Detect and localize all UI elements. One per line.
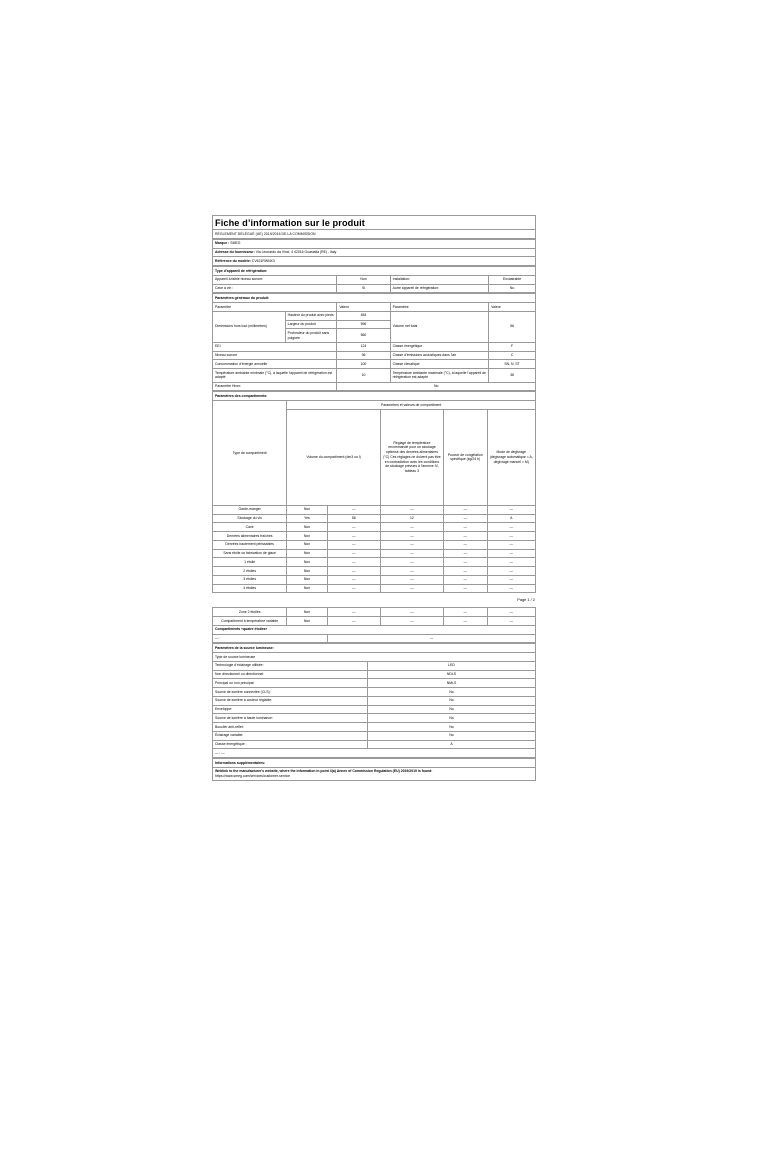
header-table <box>212 215 536 239</box>
model-cell <box>213 257 536 266</box>
compartment-temperature: 12 <box>380 514 443 523</box>
compartment-temperature: — <box>380 617 443 626</box>
four-star-section-row <box>213 625 536 634</box>
compartment-volume: — <box>327 567 380 576</box>
column-header-value-1: Valeur <box>337 303 390 312</box>
table-row <box>213 523 536 532</box>
compartment-name: Compartiment à température variable <box>213 617 287 626</box>
table-row <box>213 696 536 705</box>
compartment-name: Stockage du vin <box>213 514 287 523</box>
noise-class-value: C <box>489 351 536 360</box>
compartment-temperature: — <box>380 567 443 576</box>
compartment-present: Non <box>287 540 327 549</box>
compartment-volume-header: Volume du compartiment (dm3 ou l) <box>287 409 381 505</box>
compartment-temperature: — <box>380 549 443 558</box>
table-row <box>213 382 536 391</box>
width-label: Largeur du produit <box>285 320 337 329</box>
column-header-parameter-2: Paramètre <box>390 303 489 312</box>
compartment-freezing-capacity: — <box>443 549 487 558</box>
compartment-volume: — <box>327 558 380 567</box>
compartment-name: 3 étoiles <box>213 575 287 584</box>
weblink-row <box>213 767 536 781</box>
compartment-freezing-capacity: — <box>443 608 487 617</box>
compartments-row-group-continued <box>213 608 536 626</box>
compartments-group-header-row <box>213 401 536 410</box>
wine-cellar-value: Si <box>337 284 390 293</box>
winter-parameter-value: No <box>337 382 536 391</box>
compartment-volume: — <box>327 505 380 514</box>
compartment-volume: — <box>327 575 380 584</box>
compartment-name: Sans étoile ou fabrication de glace <box>213 549 287 558</box>
compartment-name: 1 étoile <box>213 558 287 567</box>
table-row <box>213 558 536 567</box>
light-source-label: Enveloppe: <box>213 705 368 714</box>
light-source-label: Non directionnel ou directionnel: <box>213 670 368 679</box>
compartments-section-row <box>213 392 536 401</box>
table-row <box>213 661 536 670</box>
appliance-type-table <box>212 266 536 293</box>
energy-class-label: Classe énergétique <box>390 342 489 351</box>
table-row <box>213 275 536 284</box>
light-source-footer-row <box>213 749 536 758</box>
four-star-label: — : <box>213 634 328 643</box>
light-source-value: No <box>368 705 536 714</box>
light-source-label: Classe énergétique : <box>213 740 368 749</box>
table-row <box>213 679 536 688</box>
additional-section-header: Informations supplémentaires: <box>213 759 536 768</box>
model-row <box>213 257 536 266</box>
page-title: Fiche d’information sur le produit <box>215 217 365 228</box>
compartment-present: Non <box>287 617 327 626</box>
brand-row <box>213 239 536 248</box>
compartment-freezing-capacity-header: Pouvoir de congélation spécifique (kg/24 h) <box>443 409 487 505</box>
other-appliance-label: Autre appareil de réfrigération: <box>390 284 489 293</box>
compartment-temperature: — <box>380 575 443 584</box>
compartment-defrost-mode: — <box>487 558 535 567</box>
noise-level-value: 36 <box>337 351 390 360</box>
light-source-value: A <box>368 740 536 749</box>
light-source-label: Source de lumière connectée (CLS): <box>213 688 368 697</box>
table-row <box>213 723 536 732</box>
height-value: 454 <box>337 311 390 320</box>
light-source-value: No <box>368 714 536 723</box>
compartment-name: 2 étoiles <box>213 567 287 576</box>
compartment-type-header: Type de compartiment <box>213 401 287 506</box>
dimensions-label: Dimensions hors tout (millimètres) <box>213 311 286 342</box>
compartments-section-header: Paramètres des compartiments: <box>213 392 536 401</box>
compartment-temperature: — <box>380 532 443 541</box>
table-row <box>213 342 536 351</box>
weblink-title: Weblink to the manufacturer's website, where the information in point 4(a) Annex of Commission Regulation (EU) 2019/2019 is found: <box>215 769 433 774</box>
brand-value: SMEG <box>230 241 241 246</box>
table-row <box>213 731 536 740</box>
compartment-freezing-capacity: — <box>443 617 487 626</box>
compartment-volume: — <box>327 532 380 541</box>
table-row <box>213 617 536 626</box>
supplier-value: Via Leonardo da Vinci, 4 42016 Guastalla (RE) - Italy <box>255 250 337 255</box>
compartment-defrost-mode: — <box>487 523 535 532</box>
column-header-value-2: Valeur <box>489 303 536 312</box>
light-source-value: NMLS <box>368 679 536 688</box>
compartment-volume: — <box>327 523 380 532</box>
wine-cellar-label: Cave à vin : <box>213 284 337 293</box>
table-row <box>213 540 536 549</box>
climate-class-value: SN, N, ST <box>489 360 536 369</box>
general-parameters-section-header: Paramètres généraux du produit: <box>213 294 536 303</box>
compartments-table <box>212 391 536 593</box>
light-source-subsection-row <box>213 653 536 662</box>
compartment-present: Yes <box>287 514 327 523</box>
net-volume-label: Volume net total <box>390 311 489 342</box>
compartment-volume: — <box>327 540 380 549</box>
compartment-freezing-capacity: — <box>443 584 487 593</box>
table-row <box>213 670 536 679</box>
table-row <box>213 549 536 558</box>
regulation-reference: RÈGLEMENT DÉLÉGUÉ (UE) 2019/2016 DE LA COMMISSION <box>213 230 536 239</box>
light-source-section-header: Paramètres de la source lumineuse: <box>213 644 536 653</box>
model-label: Référence du modèle: <box>215 258 251 263</box>
max-ambient-temp-label: Température ambiante maximale (°C), à laquelle l’appareil de réfrigération est adapté <box>390 369 489 383</box>
four-star-section-header: Compartiments «quatre étoiles» <box>213 625 536 634</box>
light-source-label: Source de lumière à couleur réglable: <box>213 696 368 705</box>
noise-level-label: Niveau sonore <box>213 351 337 360</box>
compartment-freezing-capacity: — <box>443 523 487 532</box>
compartment-volume: — <box>327 617 380 626</box>
compartment-defrost-mode: — <box>487 575 535 584</box>
compartments-row-group <box>213 505 536 593</box>
additional-section-row <box>213 759 536 768</box>
winter-parameter-label: Paramètre Hiver: <box>213 382 337 391</box>
table-row <box>213 688 536 697</box>
compartment-temperature: — <box>380 523 443 532</box>
table-row <box>213 608 536 617</box>
compartment-volume: 56 <box>327 514 380 523</box>
compartment-temperature-header: Réglage de température recommandé pour un stockage optimisé des denrées alimentaires (°C) Ces réglages ne doivent pas être en contradiction avec les conditions de stockage prévues à l’annexe IV, tableau 3 <box>380 409 443 505</box>
depth-label: Profondeur du produit sans poignée <box>285 329 337 343</box>
compartment-freezing-capacity: — <box>443 505 487 514</box>
eei-label: EEI <box>213 342 337 351</box>
table-row <box>213 284 536 293</box>
identification-table <box>212 239 536 266</box>
compartment-defrost-mode: — <box>487 549 535 558</box>
weblink-cell <box>213 767 536 781</box>
light-source-section-row <box>213 644 536 653</box>
product-information-sheet <box>212 215 536 781</box>
table-row <box>213 584 536 593</box>
table-row <box>213 740 536 749</box>
other-appliance-value: No <box>489 284 536 293</box>
compartment-temperature: — <box>380 540 443 549</box>
table-row <box>213 360 536 369</box>
column-header-parameter-1: Paramètre <box>213 303 337 312</box>
compartment-name: Cave <box>213 523 287 532</box>
light-source-table <box>212 643 536 758</box>
compartment-present: Non <box>287 584 327 593</box>
installation-value: Encastrable <box>489 275 536 284</box>
compartment-name: Zone 2 étoiles <box>213 608 287 617</box>
compartment-freezing-capacity: — <box>443 558 487 567</box>
appliance-type-section-row <box>213 267 536 276</box>
compartment-values-group-header: Paramètres et valeurs de compartiment <box>287 401 536 410</box>
depth-value: 560 <box>337 329 390 343</box>
net-volume-value: 56 <box>489 311 536 342</box>
table-row <box>213 532 536 541</box>
brand-cell <box>213 239 536 248</box>
compartment-freezing-capacity: — <box>443 540 487 549</box>
compartment-temperature: — <box>380 608 443 617</box>
additional-information-table <box>212 758 536 781</box>
width-value: 596 <box>337 320 390 329</box>
supplier-label: Adresse du fournisseur: <box>215 250 255 255</box>
compartment-volume: — <box>327 584 380 593</box>
light-source-value: No <box>368 731 536 740</box>
table-row <box>213 311 536 320</box>
low-noise-label: Appareil à faible niveau sonore: <box>213 275 337 284</box>
light-source-label: Source de lumière à haute luminance: <box>213 714 368 723</box>
climate-class-label: Classe climatique <box>390 360 489 369</box>
general-parameters-section-row <box>213 294 536 303</box>
compartment-present: Non <box>287 575 327 584</box>
table-row <box>213 351 536 360</box>
regulation-row <box>213 230 536 239</box>
weblink-url[interactable]: https://www.smeg.com/services/customer-service <box>215 774 291 779</box>
title-cell <box>213 216 536 230</box>
light-source-label: Technologie d’éclairage utilisée: <box>213 661 368 670</box>
table-row <box>213 505 536 514</box>
table-row <box>213 369 536 383</box>
compartment-name: Denrées alimentaires fraîches <box>213 532 287 541</box>
compartment-volume: — <box>327 549 380 558</box>
compartment-defrost-mode: — <box>487 505 535 514</box>
eei-value: 124 <box>337 342 390 351</box>
compartment-freezing-capacity: — <box>443 575 487 584</box>
low-noise-value: Non <box>337 275 390 284</box>
compartment-present: Non <box>287 608 327 617</box>
compartment-freezing-capacity: — <box>443 532 487 541</box>
compartment-name: Denrées hautement périssables <box>213 540 287 549</box>
light-source-label: Principal ou non principal: <box>213 679 368 688</box>
installation-label: Installation: <box>390 275 489 284</box>
compartment-volume: — <box>327 608 380 617</box>
appliance-type-section-header: Type d’appareil de réfrigération: <box>213 267 536 276</box>
noise-class-label: Classe d’émissions acoustiques dans l’air <box>390 351 489 360</box>
compartment-defrost-mode: — <box>487 617 535 626</box>
compartment-present: Non <box>287 523 327 532</box>
light-source-row-group <box>213 661 536 749</box>
compartment-defrost-mode-header: Mode de dégivrage (dégivrage automatique = A, dégivrage manuel = M) <box>487 409 535 505</box>
compartment-temperature: — <box>380 584 443 593</box>
annual-consumption-value: 100 <box>337 360 390 369</box>
max-ambient-temp-value: 38 <box>489 369 536 383</box>
compartment-name: Garde-manger <box>213 505 287 514</box>
table-row <box>213 567 536 576</box>
compartment-present: Non <box>287 567 327 576</box>
table-row <box>213 705 536 714</box>
light-source-value: No <box>368 688 536 697</box>
compartment-defrost-mode: — <box>487 532 535 541</box>
height-label: Hauteur du produit avec pieds <box>285 311 337 320</box>
table-row <box>213 575 536 584</box>
compartment-defrost-mode: A <box>487 514 535 523</box>
supplier-row <box>213 248 536 257</box>
annual-consumption-label: Consommation d’énergie annuelle <box>213 360 337 369</box>
min-ambient-temp-value: 10 <box>337 369 390 383</box>
light-source-value: No <box>368 723 536 732</box>
energy-class-value: F <box>489 342 536 351</box>
compartment-defrost-mode: — <box>487 540 535 549</box>
light-source-label: Éclairage variable: <box>213 731 368 740</box>
table-row <box>213 514 536 523</box>
light-source-value: No <box>368 696 536 705</box>
light-source-label: Bouclier anti-reflet: <box>213 723 368 732</box>
compartments-table-continued <box>212 607 536 643</box>
compartment-freezing-capacity: — <box>443 514 487 523</box>
compartment-freezing-capacity: — <box>443 567 487 576</box>
light-source-value: NDLS <box>368 670 536 679</box>
compartment-temperature: — <box>380 558 443 567</box>
light-source-footer: — : — <box>213 749 536 758</box>
light-source-value: LED <box>368 661 536 670</box>
compartment-name: 4 étoiles <box>213 584 287 593</box>
brand-label: Marque : <box>215 241 230 246</box>
page-footer: Page 1 / 2 <box>517 597 535 603</box>
compartment-present: Non <box>287 505 327 514</box>
four-star-value: — <box>327 634 535 643</box>
light-source-subsection-header: Type de source lumineuse <box>213 653 536 662</box>
general-parameters-table <box>212 293 536 391</box>
title-row <box>213 216 536 230</box>
min-ambient-temp-label: Température ambiante minimale (°C), à laquelle l’appareil de réfrigération est adapté <box>213 369 337 383</box>
compartment-defrost-mode: — <box>487 584 535 593</box>
compartment-present: Non <box>287 558 327 567</box>
compartment-defrost-mode: — <box>487 567 535 576</box>
compartment-temperature: — <box>380 505 443 514</box>
four-star-row <box>213 634 536 643</box>
model-value: CV621RWNX3 <box>251 258 275 263</box>
table-row <box>213 714 536 723</box>
compartment-present: Non <box>287 549 327 558</box>
general-parameters-header-row <box>213 303 536 312</box>
compartment-present: Non <box>287 532 327 541</box>
supplier-cell <box>213 248 536 257</box>
compartment-defrost-mode: — <box>487 608 535 617</box>
